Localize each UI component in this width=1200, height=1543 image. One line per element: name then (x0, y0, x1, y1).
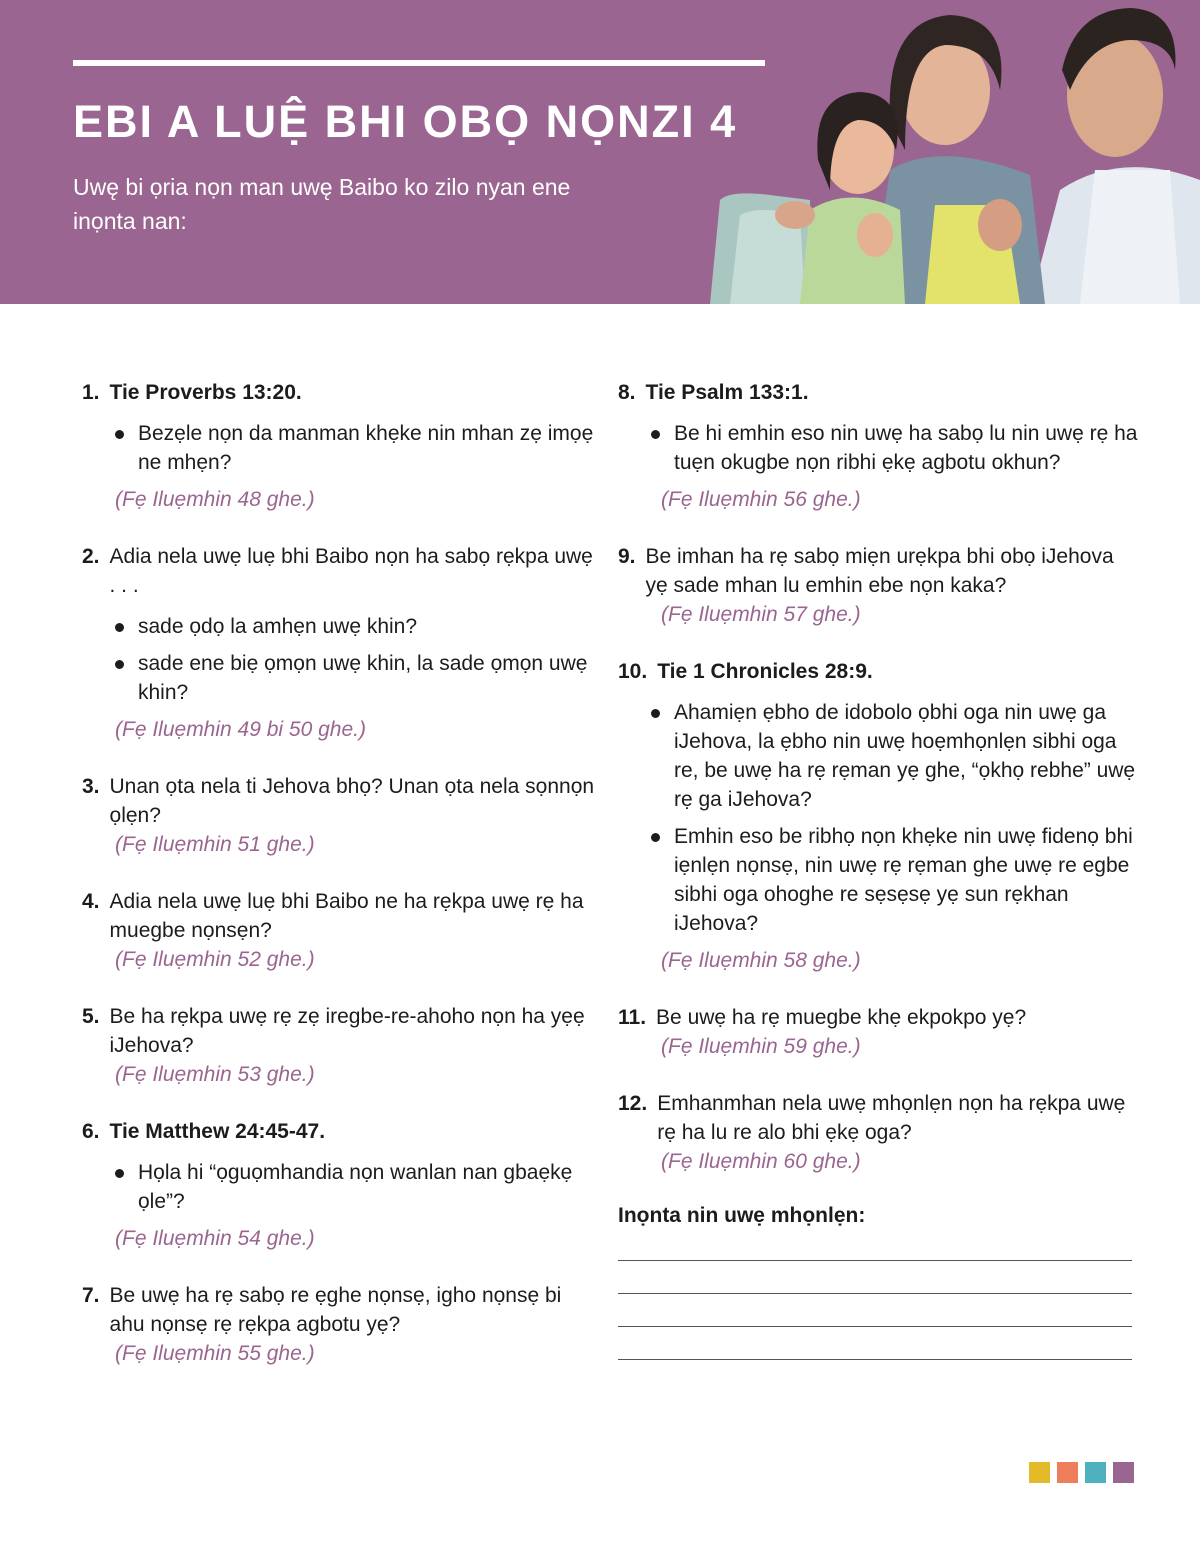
question-text: Tie Proverbs 13:20. (109, 381, 302, 404)
bullet-item: Emhin eso be ribhọ nọn khẹke nin uwẹ fidenọ bhi iẹnlẹn nọnsẹ, nin uwẹ rẹ rẹman ghe uwẹ re egbe sibhi oga ohoghe re sẹsẹsẹ yẹ sun rẹkhan iJehova? (618, 822, 1138, 938)
questions-column-left (82, 378, 602, 1396)
notes-label: Inọnta nin uwẹ mhọnlẹn: (618, 1204, 866, 1227)
bullet-item: sade ọdọ la amhẹn uwẹ khin? (82, 612, 602, 641)
reference: (Fẹ Iluẹmhin 55 ghe.) (115, 1342, 315, 1365)
bullet-item: Be hi emhin eso nin uwẹ ha sabọ lu nin uwẹ rẹ ha tuẹn okugbe nọn ribhi ẹkẹ agbotu okhun? (618, 419, 1138, 477)
page-title: EBI A LUỆ BHI OBỌ NỌNZI 4 (73, 96, 738, 147)
bullet-list (82, 419, 602, 477)
question-text: Tie Psalm 133:1. (645, 381, 809, 404)
notes-line[interactable] (618, 1260, 1132, 1261)
question-number: 12. (618, 1092, 648, 1115)
reference: (Fẹ Iluẹmhin 54 ghe.) (115, 1227, 315, 1250)
question-text: Tie 1 Chronicles 28:9. (657, 660, 873, 683)
question-item (618, 1003, 1138, 1061)
bullet-item: Họla hi “ọguọmhandia nọn wanlan nan gbaẹkẹ ọle”? (82, 1158, 602, 1216)
reference: (Fẹ Iluẹmhin 57 ghe.) (661, 603, 861, 626)
bullet-list (618, 419, 1138, 477)
question-number: 2. (82, 545, 100, 568)
question-text: Be ha rẹkpa uwẹ rẹ zẹ iregbe-re-ahoho nọn ha yẹẹ iJehova? (109, 1005, 585, 1057)
notes-line[interactable] (618, 1326, 1132, 1327)
question-number: 5. (82, 1005, 100, 1028)
bullet-list (618, 698, 1138, 938)
bullet-icon (115, 430, 124, 439)
notes-line[interactable] (618, 1359, 1132, 1360)
question-text: Adia nela uwẹ luẹ bhi Baibo nọn ha sabọ rẹkpa uwẹ . . . (109, 545, 593, 597)
notes-line[interactable] (618, 1293, 1132, 1294)
reference: (Fẹ Iluẹmhin 59 ghe.) (661, 1035, 861, 1058)
reference: (Fẹ Iluẹmhin 49 bi 50 ghe.) (115, 718, 366, 741)
question-text: Adia nela uwẹ luẹ bhi Baibo ne ha rẹkpa uwẹ rẹ ha muegbe nọnsẹn? (109, 890, 584, 942)
bullet-list (82, 612, 602, 707)
bullet-icon (115, 1169, 124, 1178)
page-subtitle: Uwę bi ọria nọn man uwę Baibo ko zilo nyan ene inọnta nan: (73, 174, 571, 234)
question-item (82, 542, 602, 744)
question-item (82, 1117, 602, 1253)
bullet-item: Ahamiẹn ẹbho de idobolo ọbhi oga nin uwẹ ga iJehova, la ẹbho nin uwẹ hoẹmhọnlẹn sibhi oga re, be uwẹ ha rẹ rẹman yẹ ghe, “ọkhọ rebhe” uwẹ rẹ ga iJehova? (618, 698, 1138, 814)
bullet-icon (651, 709, 660, 718)
question-text: Unan ọta nela ti Jehova bhọ? Unan ọta nela sọnnọn ọlẹn? (109, 775, 595, 827)
question-number: 11. (618, 1006, 647, 1029)
question-item (618, 657, 1138, 975)
bullet-item: sade ene biẹ ọmọn uwẹ khin, la sade ọmọn uwẹ khin? (82, 649, 602, 707)
question-item (82, 1281, 602, 1368)
question-text: Tie Matthew 24:45-47. (109, 1120, 326, 1143)
question-item (618, 542, 1138, 629)
reference: (Fẹ Iluẹmhin 60 ghe.) (661, 1150, 861, 1173)
question-text: Be imhan ha rẹ sabọ miẹn urẹkpa bhi obọ iJehova yẹ sade mhan lu emhin ebe nọn kaka? (645, 545, 1114, 597)
questions-column-right (618, 378, 1138, 1360)
question-number: 6. (82, 1120, 100, 1143)
reference: (Fẹ Iluẹmhin 58 ghe.) (661, 949, 861, 972)
bullet-icon (115, 660, 124, 669)
bullet-list (82, 1158, 602, 1216)
question-number: 9. (618, 545, 636, 568)
reference: (Fẹ Iluẹmhin 56 ghe.) (661, 488, 861, 511)
question-item (618, 1089, 1138, 1176)
swatch-yellow (1029, 1462, 1050, 1483)
question-number: 4. (82, 890, 100, 913)
question-item (82, 772, 602, 859)
reference: (Fẹ Iluẹmhin 48 ghe.) (115, 488, 315, 511)
bullet-icon (115, 623, 124, 632)
reference: (Fẹ Iluẹmhin 52 ghe.) (115, 948, 315, 971)
question-item (82, 887, 602, 974)
color-swatches (1029, 1462, 1134, 1483)
question-number: 7. (82, 1284, 100, 1307)
header-rule (73, 60, 765, 66)
question-item (618, 378, 1138, 514)
reference: (Fẹ Iluẹmhin 51 ghe.) (115, 833, 315, 856)
question-text: Be uwẹ ha rẹ muegbe khẹ ekpokpo yẹ? (656, 1006, 1027, 1029)
swatch-teal (1085, 1462, 1106, 1483)
reference: (Fẹ Iluẹmhin 53 ghe.) (115, 1063, 315, 1086)
page-header (0, 0, 1200, 304)
question-item (82, 378, 602, 514)
swatch-purple (1113, 1462, 1134, 1483)
bullet-icon (651, 833, 660, 842)
bullet-icon (651, 430, 660, 439)
question-text: Emhanmhan nela uwẹ mhọnlẹn nọn ha rẹkpa uwẹ rẹ ha lu re alo bhi ẹkẹ oga? (657, 1092, 1126, 1144)
question-text: Be uwẹ ha rẹ sabọ re ẹghe nọnsẹ, igho nọnsẹ bi ahu nọnsẹ rẹ rẹkpa agbotu yẹ? (109, 1284, 562, 1336)
question-item (82, 1002, 602, 1089)
question-number: 3. (82, 775, 100, 798)
question-number: 10. (618, 660, 648, 683)
bullet-item: Bezẹle nọn da manman khẹke nin mhan zẹ imọẹ ne mhẹn? (82, 419, 602, 477)
family-praying-illustration (700, 0, 1200, 304)
question-number: 1. (82, 381, 100, 404)
swatch-orange (1057, 1462, 1078, 1483)
question-number: 8. (618, 381, 636, 404)
